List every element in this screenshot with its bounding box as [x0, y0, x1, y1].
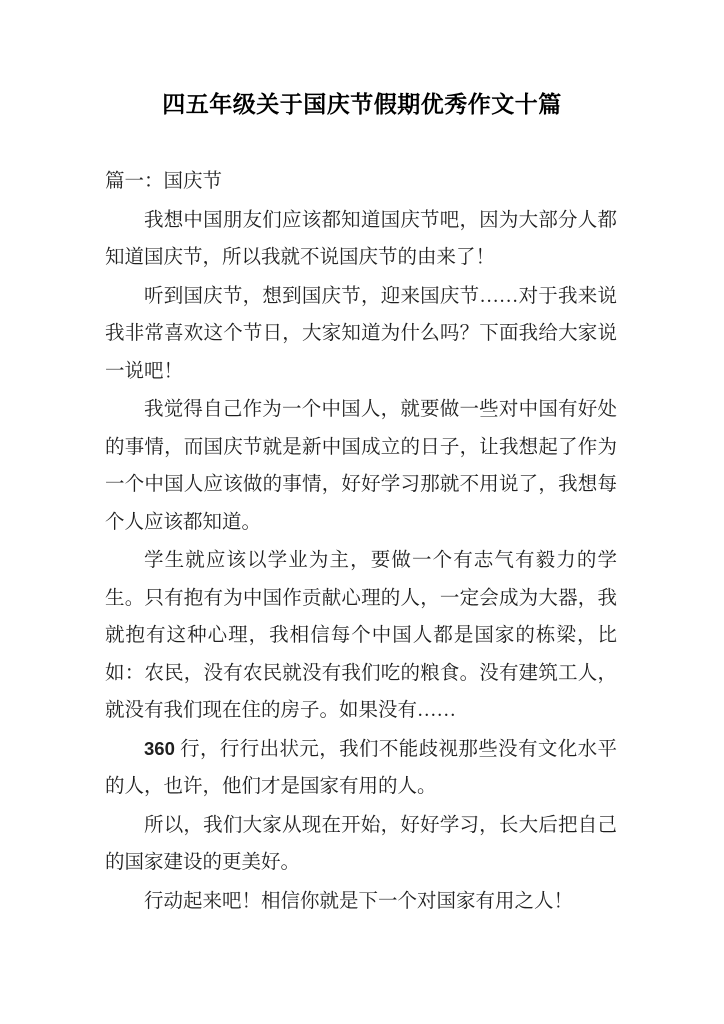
document-body [105, 163, 617, 920]
paragraph-1-text: 我想中国朋友们应该都知道国庆节吧，因为大部分人都知道国庆节，所以我就不说国庆节的由来了！ [105, 209, 617, 268]
paragraph-1 [105, 201, 617, 277]
paragraph-4-text: 学生就应该以学业为主，要做一个有志气有毅力的学生。只有抱有为中国作贡献心理的人，一定会成为大器，我就抱有这种心理，我相信每个中国人都是国家的栋梁，比如：农民，没有农民就没有我们吃的粮食。没有建筑工人，就没有我们现在住的房子。如果没有…… [105, 550, 617, 721]
paragraph-5 [105, 730, 617, 806]
paragraph-5-text: 行，行行出状元，我们不能歧视那些没有文化水平的人，也许，他们才是国家有用的人。 [105, 738, 617, 797]
paragraph-5-bold-lead: 360 [144, 737, 175, 759]
paragraph-6 [105, 806, 617, 882]
paragraph-7 [105, 882, 617, 921]
paragraph-4 [105, 541, 617, 730]
document-title: 四五年级关于国庆节假期优秀作文十篇 [162, 91, 562, 117]
section-heading: 篇一：国庆节 [105, 171, 223, 192]
paragraph-7-text: 行动起来吧！相信你就是下一个对国家有用之人！ [144, 890, 574, 912]
paragraph-3 [105, 390, 617, 541]
paragraph-6-text: 所以，我们大家从现在开始，好好学习，长大后把自己的国家建设的更美好。 [105, 814, 617, 873]
paragraph-2-text: 听到国庆节，想到国庆节，迎来国庆节……对于我来说我非常喜欢这个节日，大家知道为什么吗？下面我给大家说一说吧！ [105, 285, 617, 382]
paragraph-3-text: 我觉得自己作为一个中国人，就要做一些对中国有好处的事情，而国庆节就是新中国成立的日子，让我想起了作为一个中国人应该做的事情，好好学习那就不用说了，我想每个人应该都知道。 [105, 399, 617, 533]
paragraph-2 [105, 277, 617, 391]
